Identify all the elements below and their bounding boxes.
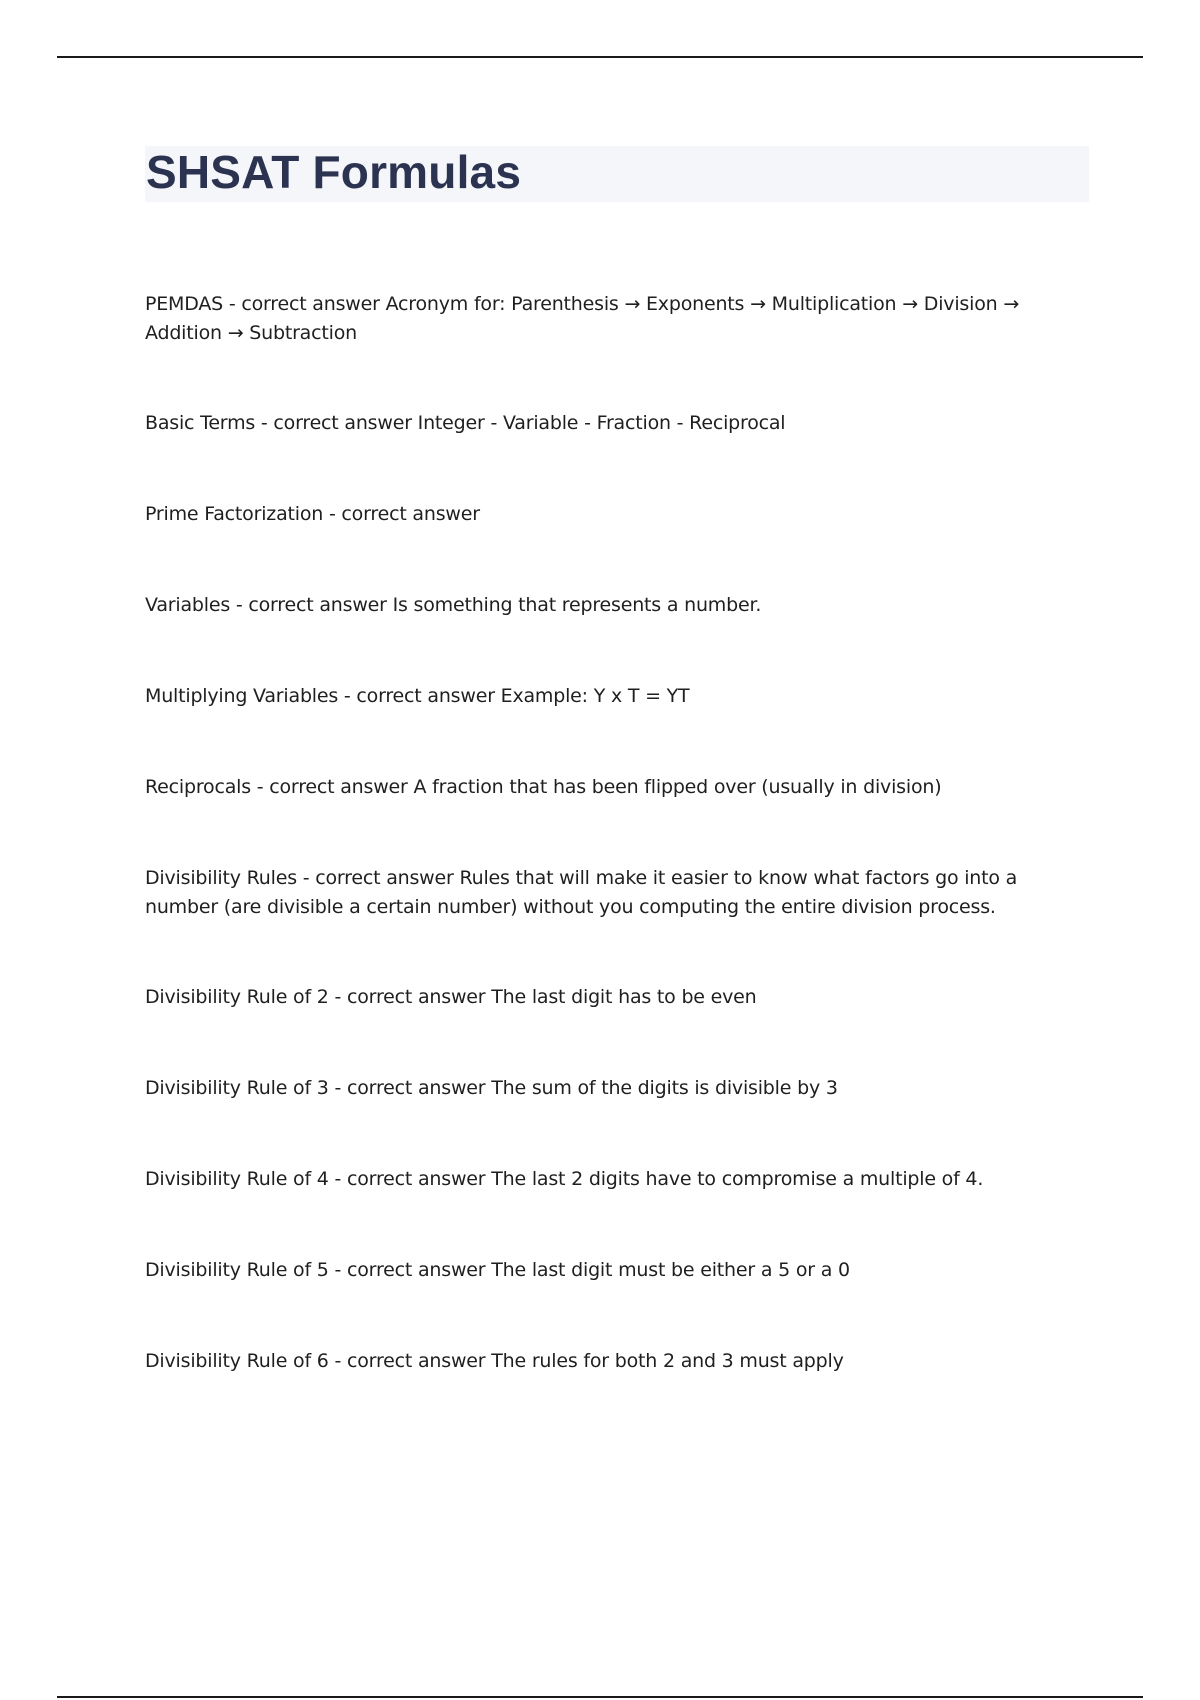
entry-divisibility-rule-3: Divisibility Rule of 3 - correct answer The sum of the digits is divisible by 3 bbox=[145, 1077, 838, 1099]
entry-divisibility-rule-6: Divisibility Rule of 6 - correct answer The rules for both 2 and 3 must apply bbox=[145, 1350, 844, 1372]
entry-pemdas: PEMDAS - correct answer Acronym for: Parenthesis → Exponents → Multiplication → Division → Addition → Subtraction bbox=[145, 293, 1020, 344]
bottom-divider bbox=[57, 1696, 1143, 1698]
top-divider bbox=[57, 56, 1143, 58]
entry-reciprocals: Reciprocals - correct answer A fraction that has been flipped over (usually in division) bbox=[145, 776, 942, 798]
entry-multiplying-variables: Multiplying Variables - correct answer Example: Y x T = YT bbox=[145, 685, 690, 707]
flashcard-list bbox=[145, 290, 1075, 1438]
entry-prime-factorization: Prime Factorization - correct answer bbox=[145, 503, 480, 525]
entry-divisibility-rule-5: Divisibility Rule of 5 - correct answer The last digit must be either a 5 or a 0 bbox=[145, 1259, 850, 1281]
page-title: SHSAT Formulas bbox=[146, 146, 522, 198]
entry-basic-terms: Basic Terms - correct answer Integer - Variable - Fraction - Reciprocal bbox=[145, 412, 786, 434]
entry-divisibility-rule-4: Divisibility Rule of 4 - correct answer The last 2 digits have to compromise a multiple of 4. bbox=[145, 1168, 984, 1190]
entry-divisibility-rule-2: Divisibility Rule of 2 - correct answer The last digit has to be even bbox=[145, 986, 757, 1008]
entry-variables: Variables - correct answer Is something that represents a number. bbox=[145, 594, 762, 616]
entry-divisibility-rules: Divisibility Rules - correct answer Rules that will make it easier to know what factors go into a number (are divisible a certain number) without you computing the entire division process. bbox=[145, 867, 1018, 918]
